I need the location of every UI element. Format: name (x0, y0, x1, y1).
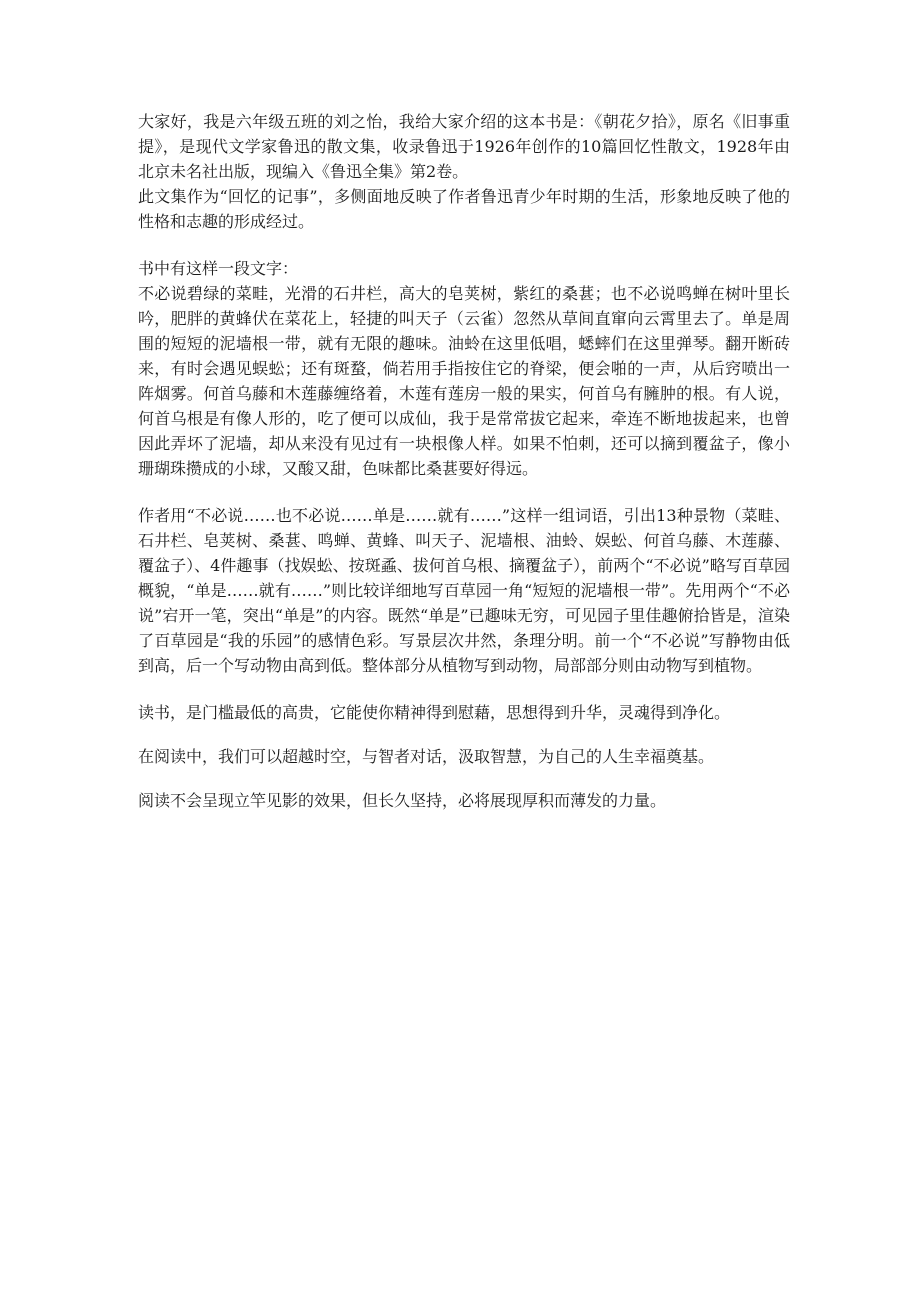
paragraph-reading-2: 在阅读中，我们可以超越时空，与智者对话，汲取智慧，为自己的人生幸福奠基。 (138, 747, 715, 766)
paragraph-excerpt-intro: 书中有这样一段文字： (138, 259, 299, 278)
paragraph-intro: 大家好，我是六年级五班的刘之怡，我给大家介绍的这本书是：《朝花夕拾》，原名《旧事重提》，是现代文学家鲁迅的散文集，收录鲁迅于1926年创作的10篇回忆性散文，1928年由北京未名社出版，现编入《鲁迅全集》第2卷。 (138, 112, 790, 181)
blank-line (138, 234, 790, 256)
paragraph-excerpt: 不必说碧绿的菜畦，光滑的石井栏，高大的皂荚树，紫红的桑葚；也不必说鸣蝉在树叶里长吟，肥胖的黄蜂伏在菜花上，轻捷的叫天子（云雀）忽然从草间直窜向云霄里去了。单是周围的短短的泥墙根一带，就有无限的趣味。油蛉在这里低唱，蟋蟀们在这里弹琴。翻开断砖来，有时会遇见蜈蚣；还有斑蝥，倘若用手指按住它的脊梁，便会啪的一声，从后窍喷出一阵烟雾。何首乌藤和木莲藤缠络着，木莲有莲房一般的果实，何首乌有臃肿的根。有人说，何首乌根是有像人形的，吃了便可以成仙，我于是常常拔它起来，牵连不断地拔起来，也曾因此弄坏了泥墙，却从来没有见过有一块根像人样。如果不怕刺，还可以摘到覆盆子，像小珊瑚珠攒成的小球，又酸又甜，色味都比桑葚要好得远。 (138, 284, 790, 478)
blank-line (138, 678, 790, 700)
paragraph-summary: 此文集作为“回忆的记事”，多侧面地反映了作者鲁迅青少年时期的生活，形象地反映了他的性格和志趣的形成经过。 (138, 187, 790, 231)
paragraph-analysis: 作者用“不必说……也不必说……单是……就有……”这样一组词语，引出13种景物（菜畦、石井栏、皂荚树、桑葚、鸣蝉、黄蜂、叫天子、泥墙根、油蛉、娱蚣、何首乌藤、木莲藤、覆盆子）、4件趣事（找娱蚣、按斑蟊、拔何首乌根、摘覆盆子），前两个“不必说”略写百草园概貌，“单是……就有……”则比较详细地写百草园一角“短短的泥墙根一带”。先用两个“不必说”宕开一笔，突出“单是”的内容。既然“单是”已趣味无穷，可见园子里佳趣俯拾皆是，渲染了百草园是“我的乐园”的感情色彩。写景层次井然，条理分明。前一个“不必说”写静物由低到高，后一个写动物由高到低。整体部分从植物写到动物，局部部分则由动物写到植物。 (138, 506, 790, 675)
document-body (138, 109, 790, 813)
paragraph-reading-1: 读书，是门槛最低的高贵，它能使你精神得到慰藉，思想得到升华，灵魂得到净化。 (138, 703, 731, 722)
blank-line (138, 481, 790, 503)
blank-line (138, 725, 790, 744)
paragraph-reading-3: 阅读不会呈现立竿见影的效果，但长久坚持，必将展现厚积而薄发的力量。 (138, 791, 667, 810)
blank-line (138, 769, 790, 788)
